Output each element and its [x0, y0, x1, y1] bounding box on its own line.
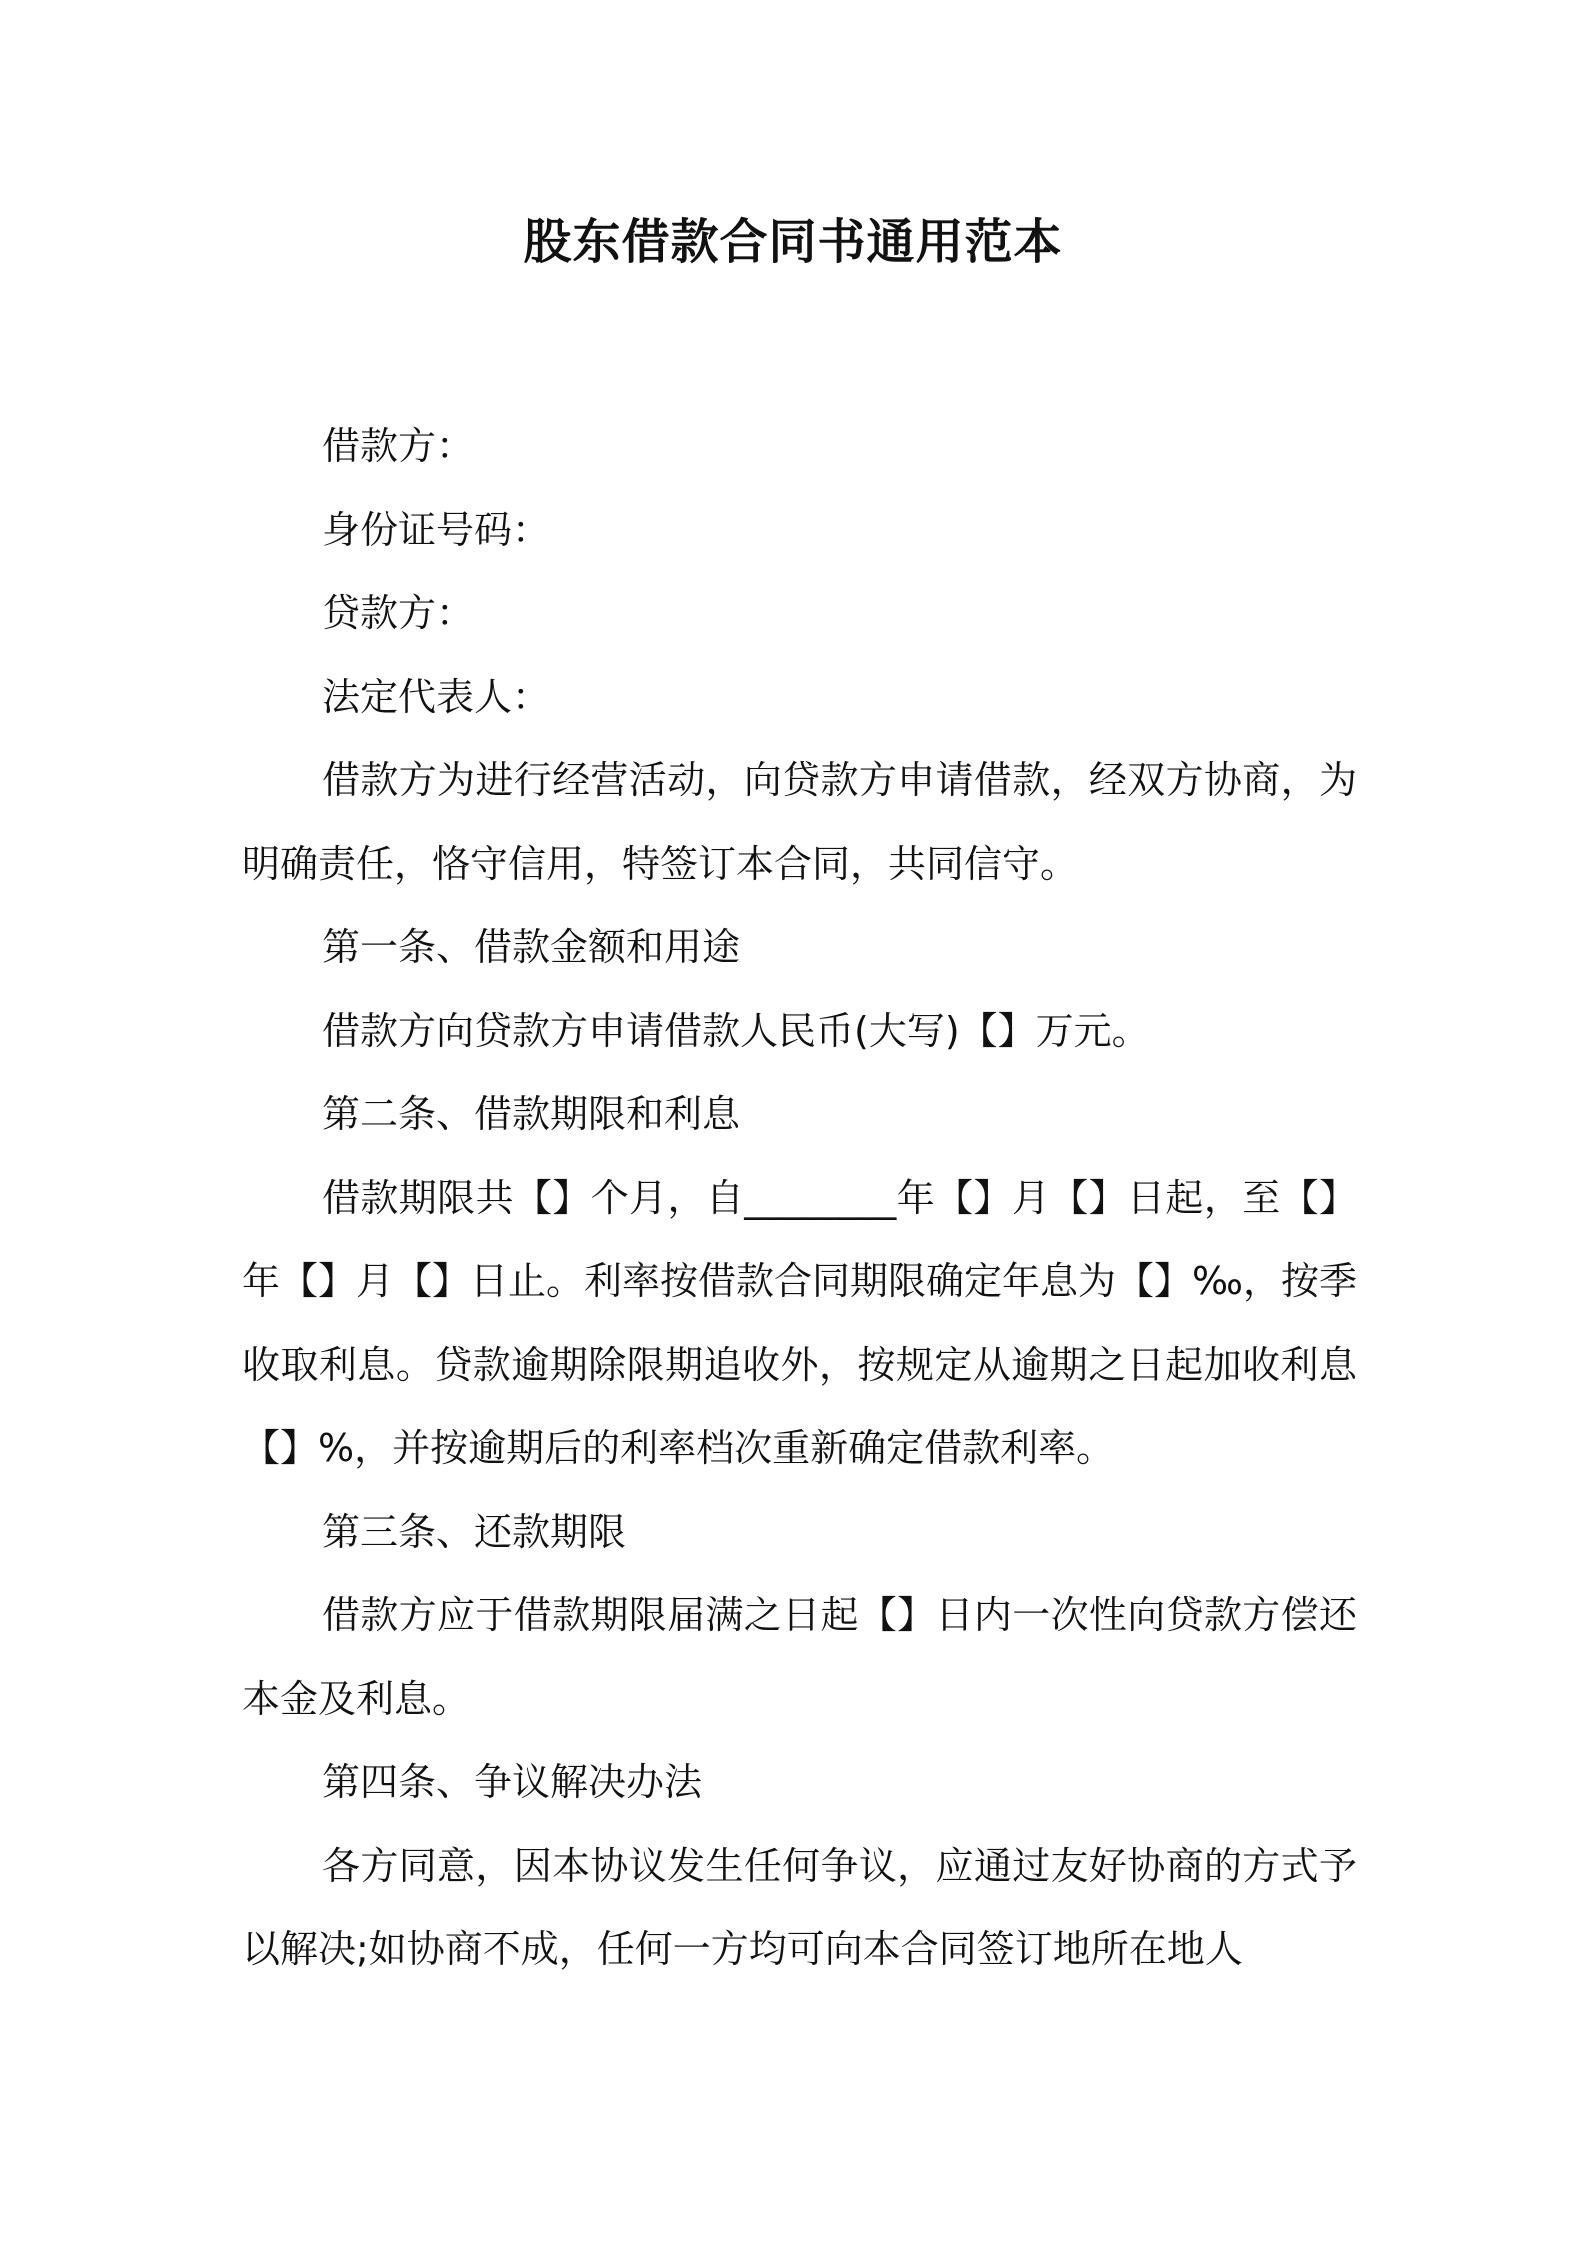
article-3-text: 借款方应于借款期限届满之日起【】日内一次性向贷款方偿还本金及利息。: [242, 1593, 1357, 1721]
article-4-heading: 第四条、争议解决办法: [322, 1760, 703, 1804]
article-3-heading: 第三条、还款期限: [322, 1509, 627, 1554]
article-1-text: 借款方向贷款方申请借款人民币(大写)【】万元。: [322, 1008, 1150, 1053]
article-2-text: 借款期限共【】个月，自________年【】月【】日起，至【】年【】月【】日止。利率按借款合同期限确定年息为【】‰，按季收取利息。贷款逾期除限期追收外，按规定从逾期之日起加收利息【】%，并按逾期后的利率档次重新确定借款利率。: [242, 1175, 1357, 1470]
document-title: 股东借款合同书通用范本: [523, 214, 1063, 270]
lender-field: 贷款方：: [322, 591, 475, 635]
borrower-field: 借款方：: [322, 424, 475, 468]
article-4-text: 各方同意，因本协议发生任何争议，应通过友好协商的方式予以解决;如协商不成，任何一方均可向本合同签订地所在地人: [242, 1843, 1357, 1971]
article-2-heading: 第二条、借款期限和利息: [322, 1092, 741, 1136]
preamble-paragraph: 借款方为进行经营活动，向贷款方申请借款，经双方协商，为明确责任，恪守信用，特签订本合同，共同信守。: [242, 758, 1357, 886]
article-1-heading: 第一条、借款金额和用途: [322, 925, 741, 969]
legal-representative-field: 法定代表人：: [322, 674, 551, 719]
id-number-field: 身份证号码：: [322, 507, 551, 552]
document-body: [242, 405, 1357, 1992]
